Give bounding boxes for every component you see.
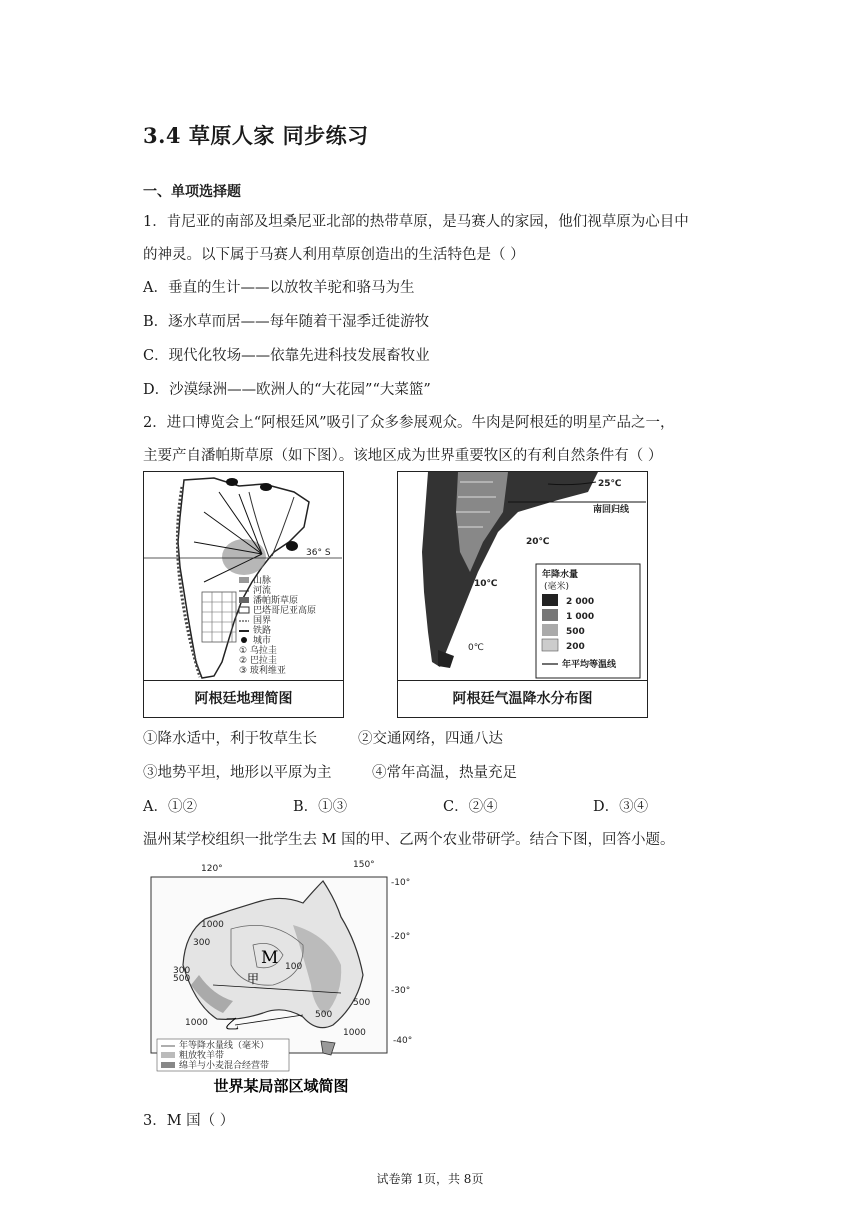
isohyet-label: 1000 [201,920,224,930]
legend-value: 2 000 [566,597,595,607]
legend-item: ② 巴拉圭 [239,656,277,666]
argentina-climate-map-caption: 阿根廷气温降水分布图 [398,680,647,717]
page-title: 3.4 草原人家 同步练习 [143,123,369,148]
lat-36s-label: 36° S [306,548,331,558]
argentina-climate-map-drawing [398,472,646,680]
argentina-geo-map [143,471,344,718]
isohyet-label: 1000 [343,1028,366,1038]
lat-10-label: -10° [391,878,411,888]
page-footer: 试卷第 1页，共 8页 [376,1172,484,1186]
q1-option-a: A．垂直的生计——以放牧羊驼和骆马为生 [143,280,415,296]
legend-item: 国界 [253,616,272,626]
isohyet-label: 100 [285,962,303,972]
legend-value: 1 000 [566,612,595,622]
q1-option-b: B．逐水草而居——每年随着干湿季迁徙游牧 [143,314,430,330]
fig3-legend-item: 年等降水量线（毫米） [179,1041,270,1051]
legend-item: 巴塔哥尼亚高原 [253,606,317,616]
q2-statement-1: ①降水适中，利于牧草生长 [143,731,317,747]
q2-option-d: D．③④ [593,799,649,815]
legend-item: 潘帕斯草原 [253,596,299,606]
isotherm-25-label: 25℃ [598,479,622,489]
q2-stem-line1: 2．进口博览会上“阿根廷风”吸引了众多参展观众。牛肉是阿根廷的明星产品之一， [143,415,675,431]
legend-item: ③ 玻利维亚 [239,666,286,676]
lon-120-label: 120° [201,864,223,874]
australia-map-drawing [143,855,423,1099]
isotherm-0-label: 0℃ [468,643,484,653]
country-m-label: M [261,948,279,968]
isohyet-label: 500 [315,1010,333,1020]
tropic-label: 南回归线 [593,505,630,515]
q1-stem-line2: 的神灵。以下属于马赛人利用草原创造出的生活特色是（ ） [143,247,525,263]
q1-stem-line1: 1．肯尼亚的南部及坦桑尼亚北部的热带草原，是马赛人的家园，他们视草原为心目中 [143,214,689,230]
legend-item: 城市 [253,636,272,646]
argentina-geo-map-drawing [144,472,342,680]
isohyet-label: 300 [173,966,191,976]
q1-option-c: C．现代化牧场——依靠先进科技发展畜牧业 [143,348,430,364]
zone-yi-label: 乙 [225,1017,239,1033]
q2-option-a: A．①② [143,799,197,815]
isotherm-10-label: 10℃ [474,579,498,589]
australia-map-caption: 世界某局部区域简图 [213,1077,349,1095]
q2-statement-4: ④常年高温，热量充足 [372,765,517,781]
argentina-geo-map-caption: 阿根廷地理简图 [144,680,343,717]
q3-intro: 温州某学校组织一批学生去 M 国的甲、乙两个农业带研学。结合下图，回答小题。 [143,832,675,848]
climate-legend-unit: (毫米) [544,582,570,592]
q2-statement-2: ②交通网络，四通八达 [358,731,503,747]
australia-map [143,855,423,1099]
legend-item: ① 乌拉圭 [239,646,277,656]
lon-150-label: 150° [353,860,375,870]
isohyet-label: 300 [193,938,211,948]
lat-40-label: -40° [393,1036,413,1046]
legend-value: 500 [566,627,585,637]
isohyet-label: 1000 [185,1018,208,1028]
legend-value: 200 [566,642,585,652]
q2-option-b: B．①③ [293,799,348,815]
legend-item: 铁路 [253,626,272,636]
section-heading: 一、单项选择题 [143,184,241,200]
lat-20-label: -20° [391,932,411,942]
isohyet-label: 500 [173,974,191,984]
q3-stem: 3．M 国（ ） [143,1113,235,1129]
q1-option-d: D．沙漠绿洲——欧洲人的“大花园”“大菜篮” [143,382,431,398]
legend-isotherm: 年平均等温线 [562,660,617,670]
q2-stem-line2: 主要产自潘帕斯草原（如下图）。该地区成为世界重要牧区的有利自然条件有（ ） [143,448,663,464]
argentina-climate-map [397,471,648,718]
climate-legend-title: 年降水量 [542,570,579,580]
q2-options [143,795,703,815]
isohyet-label: 500 [353,998,371,1008]
lat-30-label: -30° [391,986,411,996]
fig3-legend-item: 绵羊与小麦混合经营带 [179,1061,270,1071]
q2-statement-3: ③地势平坦，地形以平原为主 [143,765,332,781]
q2-option-c: C．②④ [443,799,498,815]
zone-jia-label: 甲 [247,972,260,986]
legend-item: 山脉 [253,576,272,586]
legend-item: 河流 [253,586,272,596]
fig3-legend-item: 粗放牧羊带 [179,1051,225,1061]
isotherm-20-label: 20℃ [526,537,550,547]
